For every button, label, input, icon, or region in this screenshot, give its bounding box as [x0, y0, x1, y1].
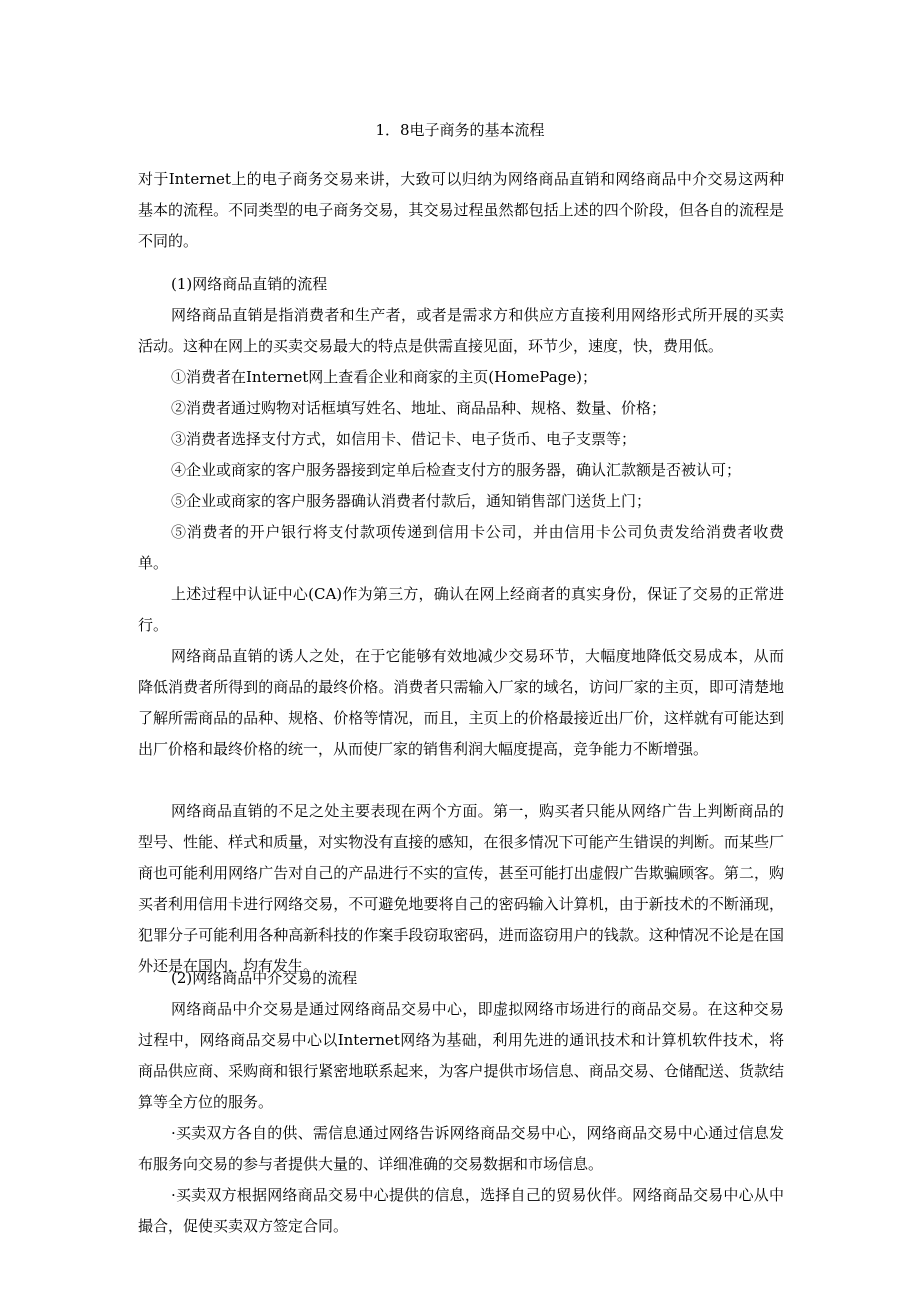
section2-paragraph-definition: 网络商品中介交易是通过网络商品交易中心，即虚拟网络市场进行的商品交易。在这种交易过程中，网络商品交易中心以Internet网络为基础，利用先进的通讯技术和计算机软件技术，将商品供应商、采购商和银行紧密地联系起来，为客户提供市场信息、商品交易、仓储配送、货款结算等全方位的服务。	[138, 1000, 784, 1111]
step-5: ⑤企业或商家的客户服务器确认消费者付款后，通知销售部门送货上门；	[171, 492, 652, 510]
step-6: ⑤消费者的开户银行将支付款项传递到信用卡公司，并由信用卡公司负责发给消费者收费单。	[138, 523, 784, 572]
step-1: ①消费者在Internet网上查看企业和商家的主页(HomePage)；	[171, 368, 597, 386]
section2-bullet-1: ·买卖双方各自的供、需信息通过网络告诉网络商品交易中心，网络商品交易中心通过信息发布服务向交易的参与者提供大量的、详细准确的交易数据和市场信息。	[138, 1124, 784, 1173]
page-title: 1．8电子商务的基本流程	[375, 121, 545, 139]
section2-bullet-2: ·买卖双方根据网络商品交易中心提供的信息，选择自己的贸易伙伴。网络商品交易中心从中撮合，促使买卖双方签定合同。	[138, 1186, 784, 1235]
intro-paragraph: 对于Internet上的电子商务交易来讲，大致可以归纳为网络商品直销和网络商品中介交易这两种基本的流程。不同类型的电子商务交易，其交易过程虽然都包括上述的四个阶段，但各自的流程是不同的。	[138, 170, 784, 250]
step-2: ②消费者通过购物对话框填写姓名、地址、商品品种、规格、数量、价格；	[171, 399, 667, 417]
section1-paragraph-definition: 网络商品直销是指消费者和生产者，或者是需求方和供应方直接利用网络形式所开展的买卖活动。这种在网上的买卖交易最大的特点是供需直接见面，环节少，速度，快，费用低。	[138, 306, 784, 355]
step-4: ④企业或商家的客户服务器接到定单后检查支付方的服务器，确认汇款额是否被认可；	[171, 461, 742, 479]
section2-heading: (2)网络商品中介交易的流程	[171, 969, 358, 987]
section1-heading: (1)网络商品直销的流程	[171, 275, 328, 293]
section1-paragraph-ca: 上述过程中认证中心(CA)作为第三方，确认在网上经商者的真实身份，保证了交易的正常进行。	[138, 585, 784, 634]
step-3: ③消费者选择支付方式，如信用卡、借记卡、电子货币、电子支票等；	[171, 430, 637, 448]
section1-paragraph-disadvantages: 网络商品直销的不足之处主要表现在两个方面。第一，购买者只能从网络广告上判断商品的型号、性能、样式和质量，对实物没有直接的感知，在很多情况下可能产生错误的判断。而某些厂商也可能利用网络广告对自己的产品进行不实的宣传，甚至可能打出虚假广告欺骗顾客。第二，购买者利用信用卡进行网络交易，不可避免地要将自己的密码输入计算机，由于新技术的不断涌现，犯罪分子可能利用各种高新科技的作案手段窃取密码，进而盗窃用户的钱款。这种情况不论是在国外还是在国内，均有发生。	[138, 802, 784, 975]
section1-paragraph-advantages: 网络商品直销的诱人之处，在于它能够有效地减少交易环节，大幅度地降低交易成本，从而降低消费者所得到的商品的最终价格。消费者只需输入厂家的域名，访问厂家的主页，即可清楚地了解所需商品的品种、规格、价格等情况，而且，主页上的价格最接近出厂价，这样就有可能达到出厂价格和最终价格的统一，从而使厂家的销售利润大幅度提高，竞争能力不断增强。	[138, 647, 784, 758]
